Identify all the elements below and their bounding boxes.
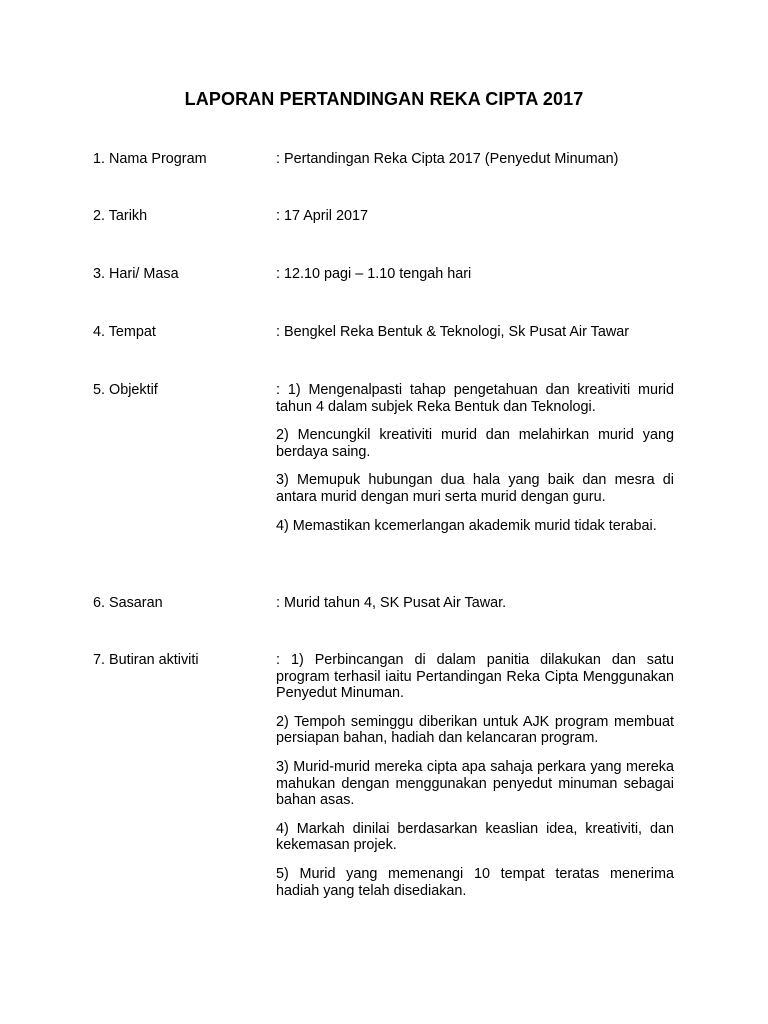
field-label-hari-masa: 3. Hari/ Masa — [93, 266, 179, 282]
objektif-item: 4) Memastikan kcemerlangan akademik murid tidak terabai. — [276, 517, 657, 534]
objektif-list — [276, 382, 674, 534]
field-value-tarikh: : 17 April 2017 — [276, 208, 369, 224]
field-label-tarikh: 2. Tarikh — [93, 208, 148, 224]
butiran-aktiviti-item: 4) Markah dinilai berdasarkan keaslian idea, kreativiti, dan kekemasan projek. — [276, 820, 674, 854]
butiran-aktiviti-item: 2) Tempoh seminggu diberikan untuk AJK program membuat persiapan bahan, hadiah dan kelancaran program. — [276, 713, 674, 747]
butiran-aktiviti-item: 3) Murid-murid mereka cipta apa sahaja perkara yang mereka mahukan dengan menggunakan penyedut minuman sebagai bahan asas. — [276, 758, 674, 809]
report-title: LAPORAN PERTANDINGAN REKA CIPTA 2017 — [184, 89, 584, 109]
field-value-hari-masa: : 12.10 pagi – 1.10 tengah hari — [276, 266, 472, 282]
field-label-objektif: 5. Objektif — [93, 382, 158, 398]
field-label-butiran-aktiviti: 7. Butiran aktiviti — [93, 652, 199, 668]
field-label-tempat: 4. Tempat — [93, 324, 156, 340]
objektif-item: 2) Mencungkil kreativiti murid dan melahirkan murid yang berdaya saing. — [276, 427, 674, 460]
field-value-tempat: : Bengkel Reka Bentuk & Teknologi, Sk Pusat Air Tawar — [276, 324, 630, 340]
field-label-nama-program: 1. Nama Program — [93, 151, 207, 167]
objektif-item: : 1) Mengenalpasti tahap pengetahuan dan kreativiti murid tahun 4 dalam subjek Reka Bentuk dan Teknologi. — [276, 382, 674, 415]
butiran-aktiviti-list — [276, 652, 674, 899]
field-label-sasaran: 6. Sasaran — [93, 595, 163, 611]
objektif-item: 3) Memupuk hubungan dua hala yang baik dan mesra di antara murid dengan muri serta murid dengan guru. — [276, 472, 674, 505]
field-value-sasaran: : Murid tahun 4, SK Pusat Air Tawar. — [276, 595, 507, 611]
field-value-nama-program: : Pertandingan Reka Cipta 2017 (Penyedut Minuman) — [276, 151, 619, 167]
butiran-aktiviti-item: : 1) Perbincangan di dalam panitia dilakukan dan satu program terhasil iaitu Pertandingan Reka Cipta Menggunakan Penyedut Minuman. — [276, 652, 674, 702]
butiran-aktiviti-item: 5) Murid yang memenangi 10 tempat teratas menerima hadiah yang telah disediakan. — [276, 865, 674, 899]
